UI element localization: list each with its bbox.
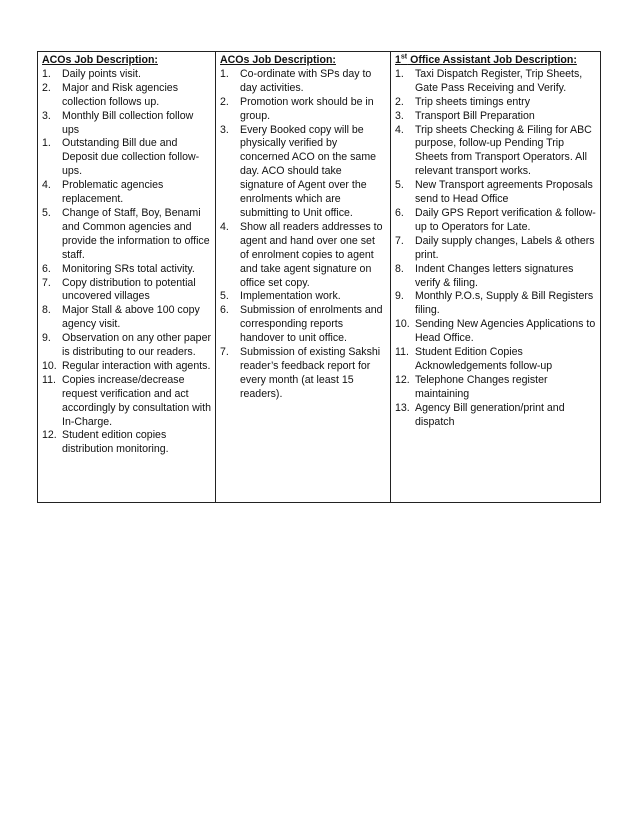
item-number: 1. — [42, 67, 51, 80]
heading-ordinal-suffix: st — [400, 53, 408, 61]
list-item — [395, 124, 596, 180]
item-text: Show all readers addresses to agent and hand over one set of enrolment copies to agent and take agent signature on office set copy. — [240, 220, 383, 289]
list-item — [395, 96, 596, 110]
item-number: 11. — [395, 346, 409, 359]
list-item — [42, 179, 211, 207]
job-description-table — [37, 51, 601, 503]
item-text: Copies increase/decrease request verification and act accordingly by consultation with In-Charge. — [62, 373, 211, 428]
item-text: Every Booked copy will be physically verified by concerned ACO on the same day. ACO should take signature of Agent over the enrolments which are submitting to Unit office. — [240, 123, 377, 219]
item-text: Copy distribution to potential uncovered villages — [62, 276, 196, 303]
heading-text: Office Assistant Job Description: — [407, 54, 577, 66]
item-text: Submission of existing Sakshi reader’s feedback report for every month (at least 15 readers). — [240, 346, 381, 400]
duty-list — [42, 68, 211, 457]
table-row — [38, 52, 601, 503]
item-number: 7. — [42, 276, 51, 289]
item-text: Sending New Agencies Applications to Head Office. — [415, 318, 596, 345]
column-heading: ACOs Job Description: — [42, 54, 158, 66]
item-number: 2. — [395, 95, 404, 108]
item-number: 8. — [395, 262, 404, 275]
item-text: Student Edition Copies Acknowledgements follow-up — [415, 346, 553, 372]
list-item — [220, 304, 386, 346]
item-number: 10. — [42, 359, 57, 372]
item-text: Major Stall & above 100 copy agency visit. — [62, 304, 200, 331]
item-text: Monthly Bill collection follow ups — [62, 109, 194, 136]
item-text: Promotion work should be in group. — [240, 95, 374, 122]
column-heading — [395, 54, 596, 68]
list-item — [220, 96, 386, 124]
list-item — [42, 374, 211, 430]
list-item — [395, 110, 596, 124]
column-heading: ACOs Job Description: — [220, 54, 336, 66]
list-item — [220, 124, 386, 221]
list-item — [42, 360, 211, 374]
item-text: Submission of enrolments and corresponding reports handover to unit office. — [240, 304, 383, 345]
item-number: 2. — [220, 95, 229, 108]
item-text: Major and Risk agencies collection follows up. — [62, 81, 178, 108]
item-number: 9. — [395, 290, 404, 303]
list-item — [42, 429, 211, 457]
list-item — [395, 374, 596, 402]
item-number: 3. — [220, 123, 229, 136]
item-text: Implementation work. — [240, 290, 341, 303]
item-number: 4. — [42, 179, 51, 192]
item-number: 1. — [395, 67, 404, 80]
item-number: 8. — [42, 304, 51, 317]
item-number: 4. — [395, 123, 404, 136]
duty-list — [220, 68, 386, 402]
aco-duties-column-1 — [38, 52, 216, 503]
item-text: Change of Staff, Boy, Benami and Common agencies and provide the information to office staff. — [62, 206, 210, 261]
list-item — [42, 82, 211, 110]
item-text: Outstanding Bill due and Deposit due collection follow-ups. — [62, 137, 200, 178]
item-number: 5. — [220, 290, 229, 303]
list-item — [42, 277, 211, 305]
list-item — [395, 318, 596, 346]
list-item — [395, 68, 596, 96]
item-number: 3. — [395, 109, 404, 122]
item-number: 2. — [42, 81, 51, 94]
list-item — [42, 304, 211, 332]
list-item — [395, 263, 596, 291]
office-assistant-duties-column — [391, 52, 601, 503]
item-number: 5. — [395, 179, 404, 192]
item-text: Observation on any other paper is distributing to our readers. — [62, 332, 211, 359]
item-text: New Transport agreements Proposals send to Head Office — [415, 179, 593, 206]
item-text: Student edition copies distribution monitoring. — [62, 429, 169, 456]
item-text: Taxi Dispatch Register, Trip Sheets, Gate Pass Receiving and Verify. — [415, 67, 583, 94]
item-number: 5. — [42, 206, 51, 219]
duty-list — [395, 68, 596, 430]
item-text: Regular interaction with agents. — [62, 359, 211, 372]
item-number: 10. — [395, 318, 410, 331]
item-number: 11. — [42, 373, 56, 386]
item-number: 12. — [42, 429, 57, 442]
item-number: 6. — [42, 262, 51, 275]
item-number: 4. — [220, 220, 229, 233]
item-number: 6. — [395, 206, 404, 219]
item-text: Monthly P.O.s, Supply & Bill Registers filing. — [415, 290, 594, 317]
item-number: 13. — [395, 401, 410, 414]
list-item — [42, 137, 211, 179]
list-item — [42, 332, 211, 360]
list-item — [395, 290, 596, 318]
item-text: Daily supply changes, Labels & others print. — [415, 234, 595, 261]
list-item — [220, 346, 386, 402]
item-number: 1. — [42, 137, 51, 150]
heading-ordinal: 1 — [395, 54, 401, 66]
list-item — [42, 207, 211, 263]
list-item — [220, 221, 386, 291]
item-text: Problematic agencies replacement. — [62, 179, 164, 206]
item-text: Daily GPS Report verification & follow-up to Operators for Late. — [415, 206, 596, 233]
list-item — [220, 290, 386, 304]
item-number: 1. — [220, 67, 229, 80]
list-item — [395, 179, 596, 207]
item-number: 9. — [42, 332, 51, 345]
list-item — [395, 402, 596, 430]
item-text: Daily points visit. — [62, 67, 141, 80]
item-text: Monitoring SRs total activity. — [62, 262, 195, 275]
list-item — [42, 110, 211, 138]
item-text: Agency Bill generation/print and dispatch — [415, 401, 565, 428]
list-item — [395, 235, 596, 263]
list-item — [220, 68, 386, 96]
item-text: Trip sheets Checking & Filing for ABC purpose, follow-up Pending Trip Sheets from Transport Operators. All relevant transport works. — [415, 123, 592, 178]
list-item — [395, 207, 596, 235]
item-text: Transport Bill Preparation — [415, 109, 535, 122]
aco-duties-column-2 — [216, 52, 391, 503]
item-text: Indent Changes letters signatures verify & filing. — [415, 262, 574, 289]
item-number: 6. — [220, 304, 229, 317]
item-number: 7. — [220, 346, 229, 359]
item-text: Telephone Changes register maintaining — [415, 373, 548, 400]
item-number: 3. — [42, 109, 51, 122]
item-text: Trip sheets timings entry — [415, 95, 530, 108]
list-item — [395, 346, 596, 374]
item-number: 12. — [395, 373, 410, 386]
list-item — [42, 68, 211, 82]
item-number: 7. — [395, 234, 404, 247]
list-item — [42, 263, 211, 277]
item-text: Co-ordinate with SPs day to day activities. — [240, 67, 372, 94]
